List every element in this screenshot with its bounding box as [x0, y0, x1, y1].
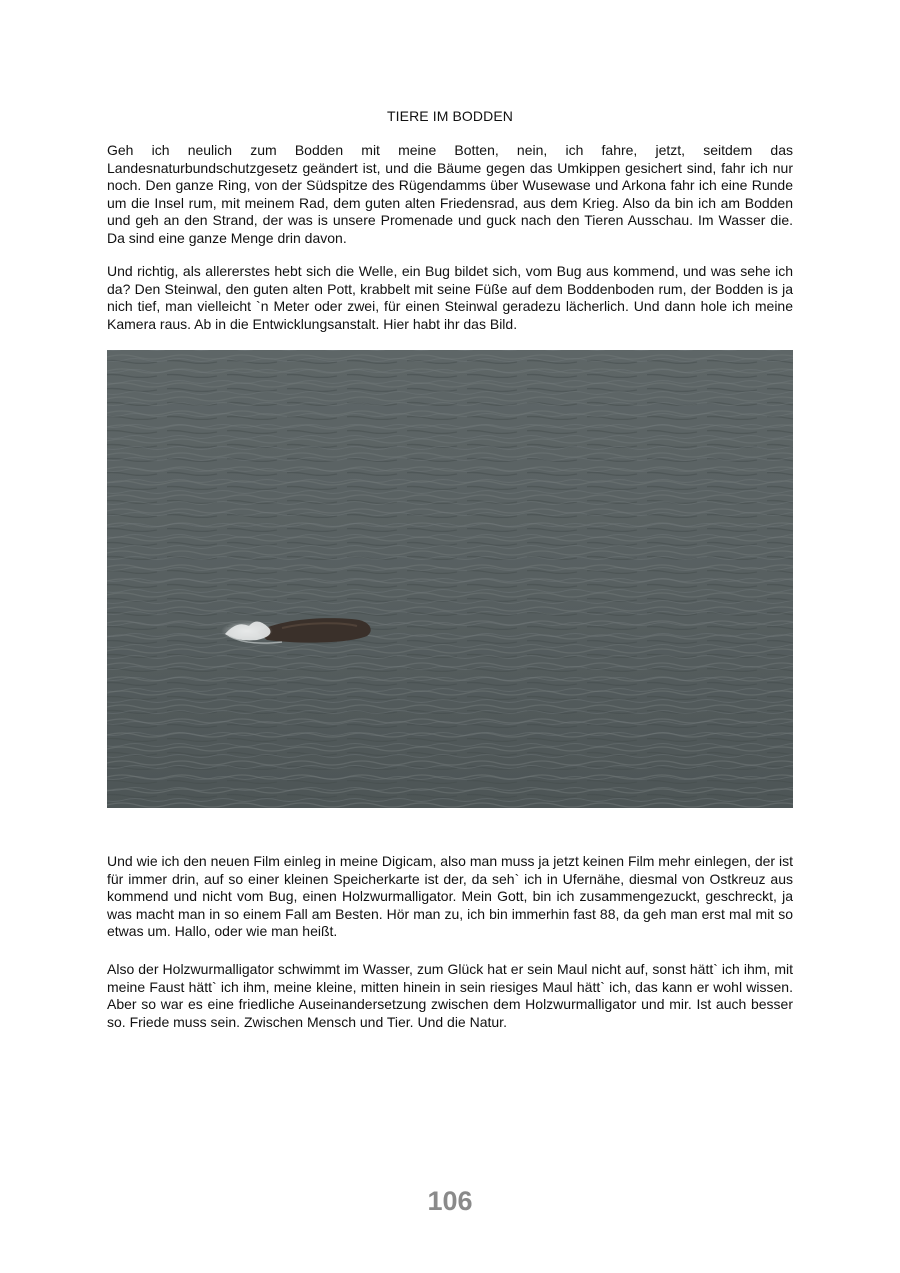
paragraph-2: Und richtig, als allererstes hebt sich die Welle, ein Bug bildet sich, vom Bug aus kommend, und was sehe ich da? Den Steinwal, den guten alten Pott, krabbelt mit seine Füße auf dem Boddenboden rum, der Bodden is ja nich tief, man vielleicht `n Meter oder zwei, für einen Steinwal geradezu lächerlich. Und dann hole ich meine Kamera raus. Ab in die Entwicklungsanstalt. Hier habt ihr das Bild.: [107, 263, 793, 332]
paragraph-1: Geh ich neulich zum Bodden mit meine Botten, nein, ich fahre, jetzt, seitdem das Landesnaturbundschutzgesetz geändert ist, und die Bäume gegen das Umkippen gesichert sind, fahr ich nur noch. Den ganze Ring, von der Südspitze des Rügendamms über Wusewase und Arkona fahr ich eine Runde um die Insel rum, mit meinem Rad, dem guten alten Friedensrad, aus dem Krieg. Also da bin ich am Bodden und geh an den Strand, der was is unsere Promenade und guck nach den Tieren Ausschau. Im Wasser die. Da sind eine ganze Menge drin davon.: [107, 142, 793, 246]
animal-in-water: [221, 618, 371, 643]
water-photo-graphic: [107, 350, 793, 808]
paragraph-3: Und wie ich den neuen Film einleg in meine Digicam, also man muss ja jetzt keinen Film mehr einlegen, der ist für immer drin, auf so einer kleinen Speicherkarte ist der, da seh` ich in Ufernähe, diesmal von Ostkreuz aus kommend und nicht vom Bug, einen Holzwurmalligator. Mein Gott, bin ich zusammengezuckt, geschreckt, ja was macht man in so einem Fall am Besten. Hör man zu, ich bin immerhin fast 88, da geh man erst mal mit so etwas um. Hallo, oder wie man heißt.: [107, 853, 793, 940]
paragraph-4: Also der Holzwurmalligator schwimmt im Wasser, zum Glück hat er sein Maul nicht auf, sonst hätt` ich ihm, mit meine Faust hätt` ich ihm, meine kleine, mitten hinein in sein riesiges Maul hätt` ich, das kann er wohl wissen. Aber so war es eine friedliche Auseinandersetzung zwischen dem Holzwurmalligator und mir. Ist auch besser so. Friede muss sein. Zwischen Mensch und Tier. Und die Natur.: [107, 961, 793, 1030]
water-photo: [107, 350, 793, 808]
page-number: 106: [427, 1186, 473, 1216]
page-title: TIERE IM BODDEN: [387, 108, 513, 124]
